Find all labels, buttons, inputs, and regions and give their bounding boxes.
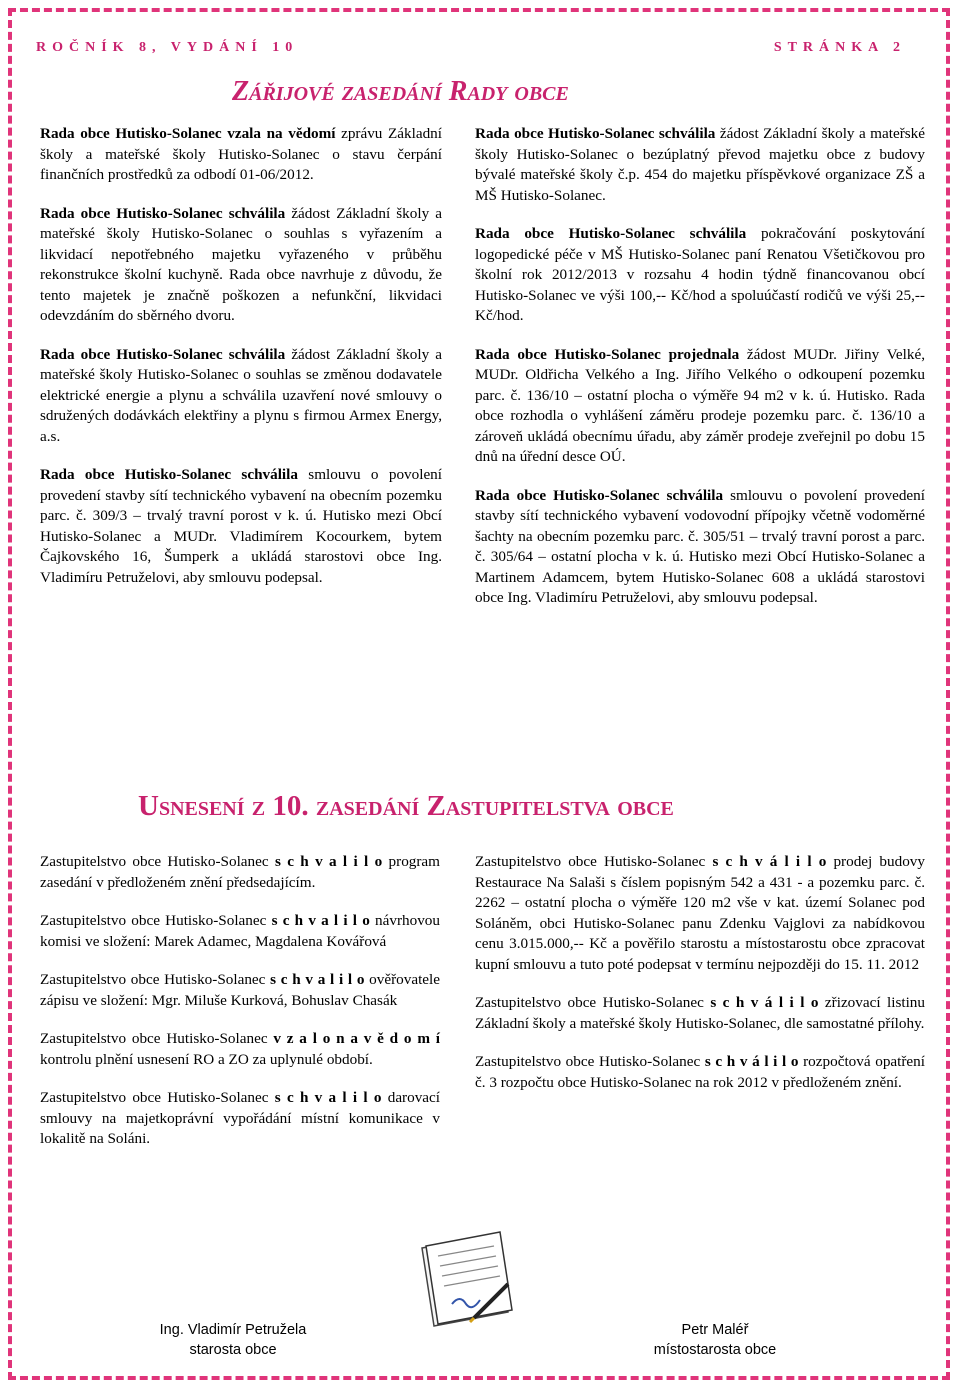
signature-right-role: místostarosta obce bbox=[653, 1342, 777, 1358]
zast-paragraph bbox=[40, 852, 440, 893]
signature-right bbox=[640, 1320, 790, 1360]
rada-lead: Rada obce Hutisko-Solanec vzala na vědomí bbox=[40, 125, 336, 142]
rada-lead: Rada obce Hutisko-Solanec projednala bbox=[475, 345, 740, 363]
rada-paragraph bbox=[40, 465, 442, 588]
zast-paragraph bbox=[475, 852, 925, 975]
zast-text: návrhovou komisi ve složení: Marek Adamec, Magdalena Kovářová bbox=[40, 912, 440, 950]
zast-paragraph bbox=[40, 1088, 440, 1150]
signature-right-name: Petr Maléř bbox=[681, 1322, 749, 1338]
zast-subject: Zastupitelstvo obce Hutisko-Solanec bbox=[40, 1089, 275, 1106]
issue-label: ROČNÍK 8, VYDÁNÍ 10 bbox=[36, 40, 299, 55]
rada-lead: Rada obce Hutisko-Solanec schválila bbox=[475, 486, 724, 504]
rada-paragraph bbox=[475, 345, 925, 468]
zast-verb: s c h v a l i l o bbox=[274, 1089, 382, 1106]
zast-subject: Zastupitelstvo obce Hutisko-Solanec bbox=[475, 994, 711, 1011]
zast-subject: Zastupitelstvo obce Hutisko-Solanec bbox=[40, 1030, 274, 1047]
rada-lead: Rada obce Hutisko-Solanec schválila bbox=[475, 225, 747, 242]
rada-text: žádost Základní školy a mateřské školy Hutisko-Solanec o souhlas se změnou dodavatele elektrické energie a plynu a schválila uzavření nové smlouvy o sdružených dodávkách elektřiny a plynu s firmou Armex Energy, a.s. bbox=[40, 345, 442, 445]
zast-right-column bbox=[475, 852, 925, 1111]
zast-subject: Zastupitelstvo obce Hutisko-Solanec bbox=[40, 971, 271, 988]
zast-subject: Zastupitelstvo obce Hutisko-Solanec bbox=[475, 1053, 705, 1070]
rada-lead: Rada obce Hutisko-Solanec schválila bbox=[475, 125, 716, 142]
rada-paragraph bbox=[40, 124, 442, 186]
zast-verb: s c h v a l i l o bbox=[274, 853, 383, 870]
zast-verb: v z a l o n a v ě d o m í bbox=[273, 1030, 440, 1047]
zast-verb: s c h v á l i l o bbox=[712, 853, 827, 870]
zast-paragraph bbox=[475, 993, 925, 1034]
zast-paragraph bbox=[40, 1029, 440, 1070]
rada-paragraph bbox=[475, 486, 925, 609]
zast-text: kontrolu plnění usnesení RO a ZO za uplynulé období. bbox=[40, 1050, 373, 1068]
rada-paragraph bbox=[40, 204, 442, 327]
rada-lead: Rada obce Hutisko-Solanec schválila bbox=[40, 345, 286, 363]
usneseni-section-title: Usnesení z 10. zasedání Zastupitelstva obce bbox=[138, 790, 674, 822]
zast-left-column bbox=[40, 852, 440, 1168]
rada-text: zprávu Základní školy a mateřské školy Hutisko-Solanec o stavu čerpání finančních prostředků za odbodí 01-06/2012. bbox=[40, 125, 442, 183]
rada-section-title: Zářijové zasedání Rady obce bbox=[232, 76, 569, 107]
zast-paragraph bbox=[40, 970, 440, 1011]
rada-paragraph bbox=[40, 345, 442, 448]
zast-verb: s c h v a l i l o bbox=[270, 971, 365, 988]
rada-text: žádost MUDr. Jiřiny Velké, MUDr. Oldřicha Velkého a Ing. Jiřího Velkého o odkoupení pozemku parc. č. 136/10 – ostatní plocha o výměře 94 m2 v k. ú. Hutisko. Rada obce rozhodla o vyhlášení záměru prodeje pozemku parc. č. 136/10 a zároveň ukládá obecnímu úřadu, aby záměr prodeje zveřejnil po dobu 15 dnů na úřední desce OÚ. bbox=[475, 345, 926, 465]
rada-paragraph bbox=[475, 124, 925, 206]
rada-text: žádost Základní školy a mateřské školy Hutisko-Solanec o souhlas s vyřazením a likvidací nepotřebného majetku vyřazeného v průběhu rekonstrukce školní kuchyně. Rada obce navrhuje z důvodu, že tento majetek je značně poškozen a nefunkční, likvidaci odevzdáním do sběrného dvoru. bbox=[40, 204, 442, 324]
zast-paragraph bbox=[475, 1052, 925, 1093]
zast-text: ověřovatele zápisu ve složení: Mgr. Miluše Kurková, Bohuslav Chasák bbox=[40, 971, 440, 1009]
rada-right-column bbox=[475, 124, 925, 627]
zast-verb: s c h v á l i l o bbox=[704, 1053, 799, 1070]
rada-text: smlouvu o povolení provedení stavby sítí technického vybavení vodovodní přípojky včetně vodoměrné šachty na obecním pozemku parc. č. 305/51 – trvalý travní porost a parc. č. 305/64 – ostatní plocha v k. ú. Hutisko mezi Obcí Hutisko-Solanec a Martinem Adamcem, bytem Hutisko-Solanec 608 a ukládá starostovi obce Ing. Vladimíru Petruželovi, aby smlouvu podepsal. bbox=[475, 486, 925, 606]
zast-text: darovací smlouvy na majetkoprávní vypořádání místní komunikace v lokalitě na Soláni. bbox=[40, 1089, 441, 1147]
zast-text: prodej budovy Restaurace Na Salaši s číslem popisným 542 a 431 - a pozemku parc. č. 2262 – ostatní plocha o výměře 120 m2 vše v kat. území Solanec pod Soláněm, obci Hutisko-Solanec panu Zdenku Vajglovi za nabídkovou cenu 3.015.000,-- Kč a pověřilo starostu a místostarostu obce zpracovat kupní smlouvu a tuto poté podepsat v termínu nejpozději do 15. 11. 2012 bbox=[475, 853, 925, 973]
signature-left-name: Ing. Vladimír Petružela bbox=[159, 1322, 307, 1338]
rada-lead: Rada obce Hutisko-Solanec schválila bbox=[40, 204, 286, 222]
rada-text: pokračování poskytování logopedické péče v MŠ Hutisko-Solanec paní Renatou Všetičkovou pro školní rok 2012/2013 v rozsahu 4 hodin týdně financovanou obcí Hutisko-Solanec ve výši 100,-- Kč/hod a spoluúčastí rodičů ve výši 25,-- Kč/hod. bbox=[475, 225, 925, 324]
zast-subject: Zastupitelstvo obce Hutisko-Solanec bbox=[475, 853, 713, 870]
zast-text: zřizovací listinu Základní školy a mateřské školy Hutisko-Solanec, dle samostatné přílohy. bbox=[475, 994, 925, 1032]
zast-subject: Zastupitelstvo obce Hutisko-Solanec bbox=[40, 912, 272, 929]
rada-text: smlouvu o povolení provedení stavby sítí technického vybavení na obecním pozemku parc. č. 309/3 – trvalý travní porost v k. ú. Hutisko mezi Obcí Hutisko-Solanec a MUDr. Vladimírem Kocourkem, bytem Čajkovského 16, Šumperk a ukládá starostovi obce Ing. Vladimíru Petruželovi, aby smlouvu podepsal. bbox=[40, 466, 442, 586]
zast-text: rozpočtová opatření č. 3 rozpočtu obce Hutisko-Solanec na rok 2012 v předloženém znění. bbox=[475, 1053, 925, 1091]
zast-subject: Zastupitelstvo obce Hutisko-Solanec bbox=[40, 853, 275, 870]
signing-document-icon bbox=[404, 1226, 524, 1331]
zast-verb: s c h v á l i l o bbox=[710, 994, 819, 1011]
page-number-label: STRÁNKA 2 bbox=[773, 40, 906, 55]
rada-lead: Rada obce Hutisko-Solanec schválila bbox=[40, 466, 298, 483]
rada-text: žádost Základní školy a mateřské školy Hutisko-Solanec o bezúplatný převod majetku obce z budovy bývalé mateřské školy č.p. 454 do majetku příspěvkové organizace ZŠ a MŠ Hutisko-Solanec. bbox=[475, 125, 925, 204]
zast-paragraph bbox=[40, 911, 440, 952]
rada-paragraph bbox=[475, 224, 925, 327]
rada-left-column bbox=[40, 124, 442, 606]
signature-left bbox=[138, 1320, 328, 1360]
signature-left-role: starosta obce bbox=[189, 1342, 277, 1358]
zast-verb: s c h v a l i l o bbox=[271, 912, 370, 929]
zast-text: program zasedání v předloženém znění předsedajícím. bbox=[40, 853, 440, 891]
